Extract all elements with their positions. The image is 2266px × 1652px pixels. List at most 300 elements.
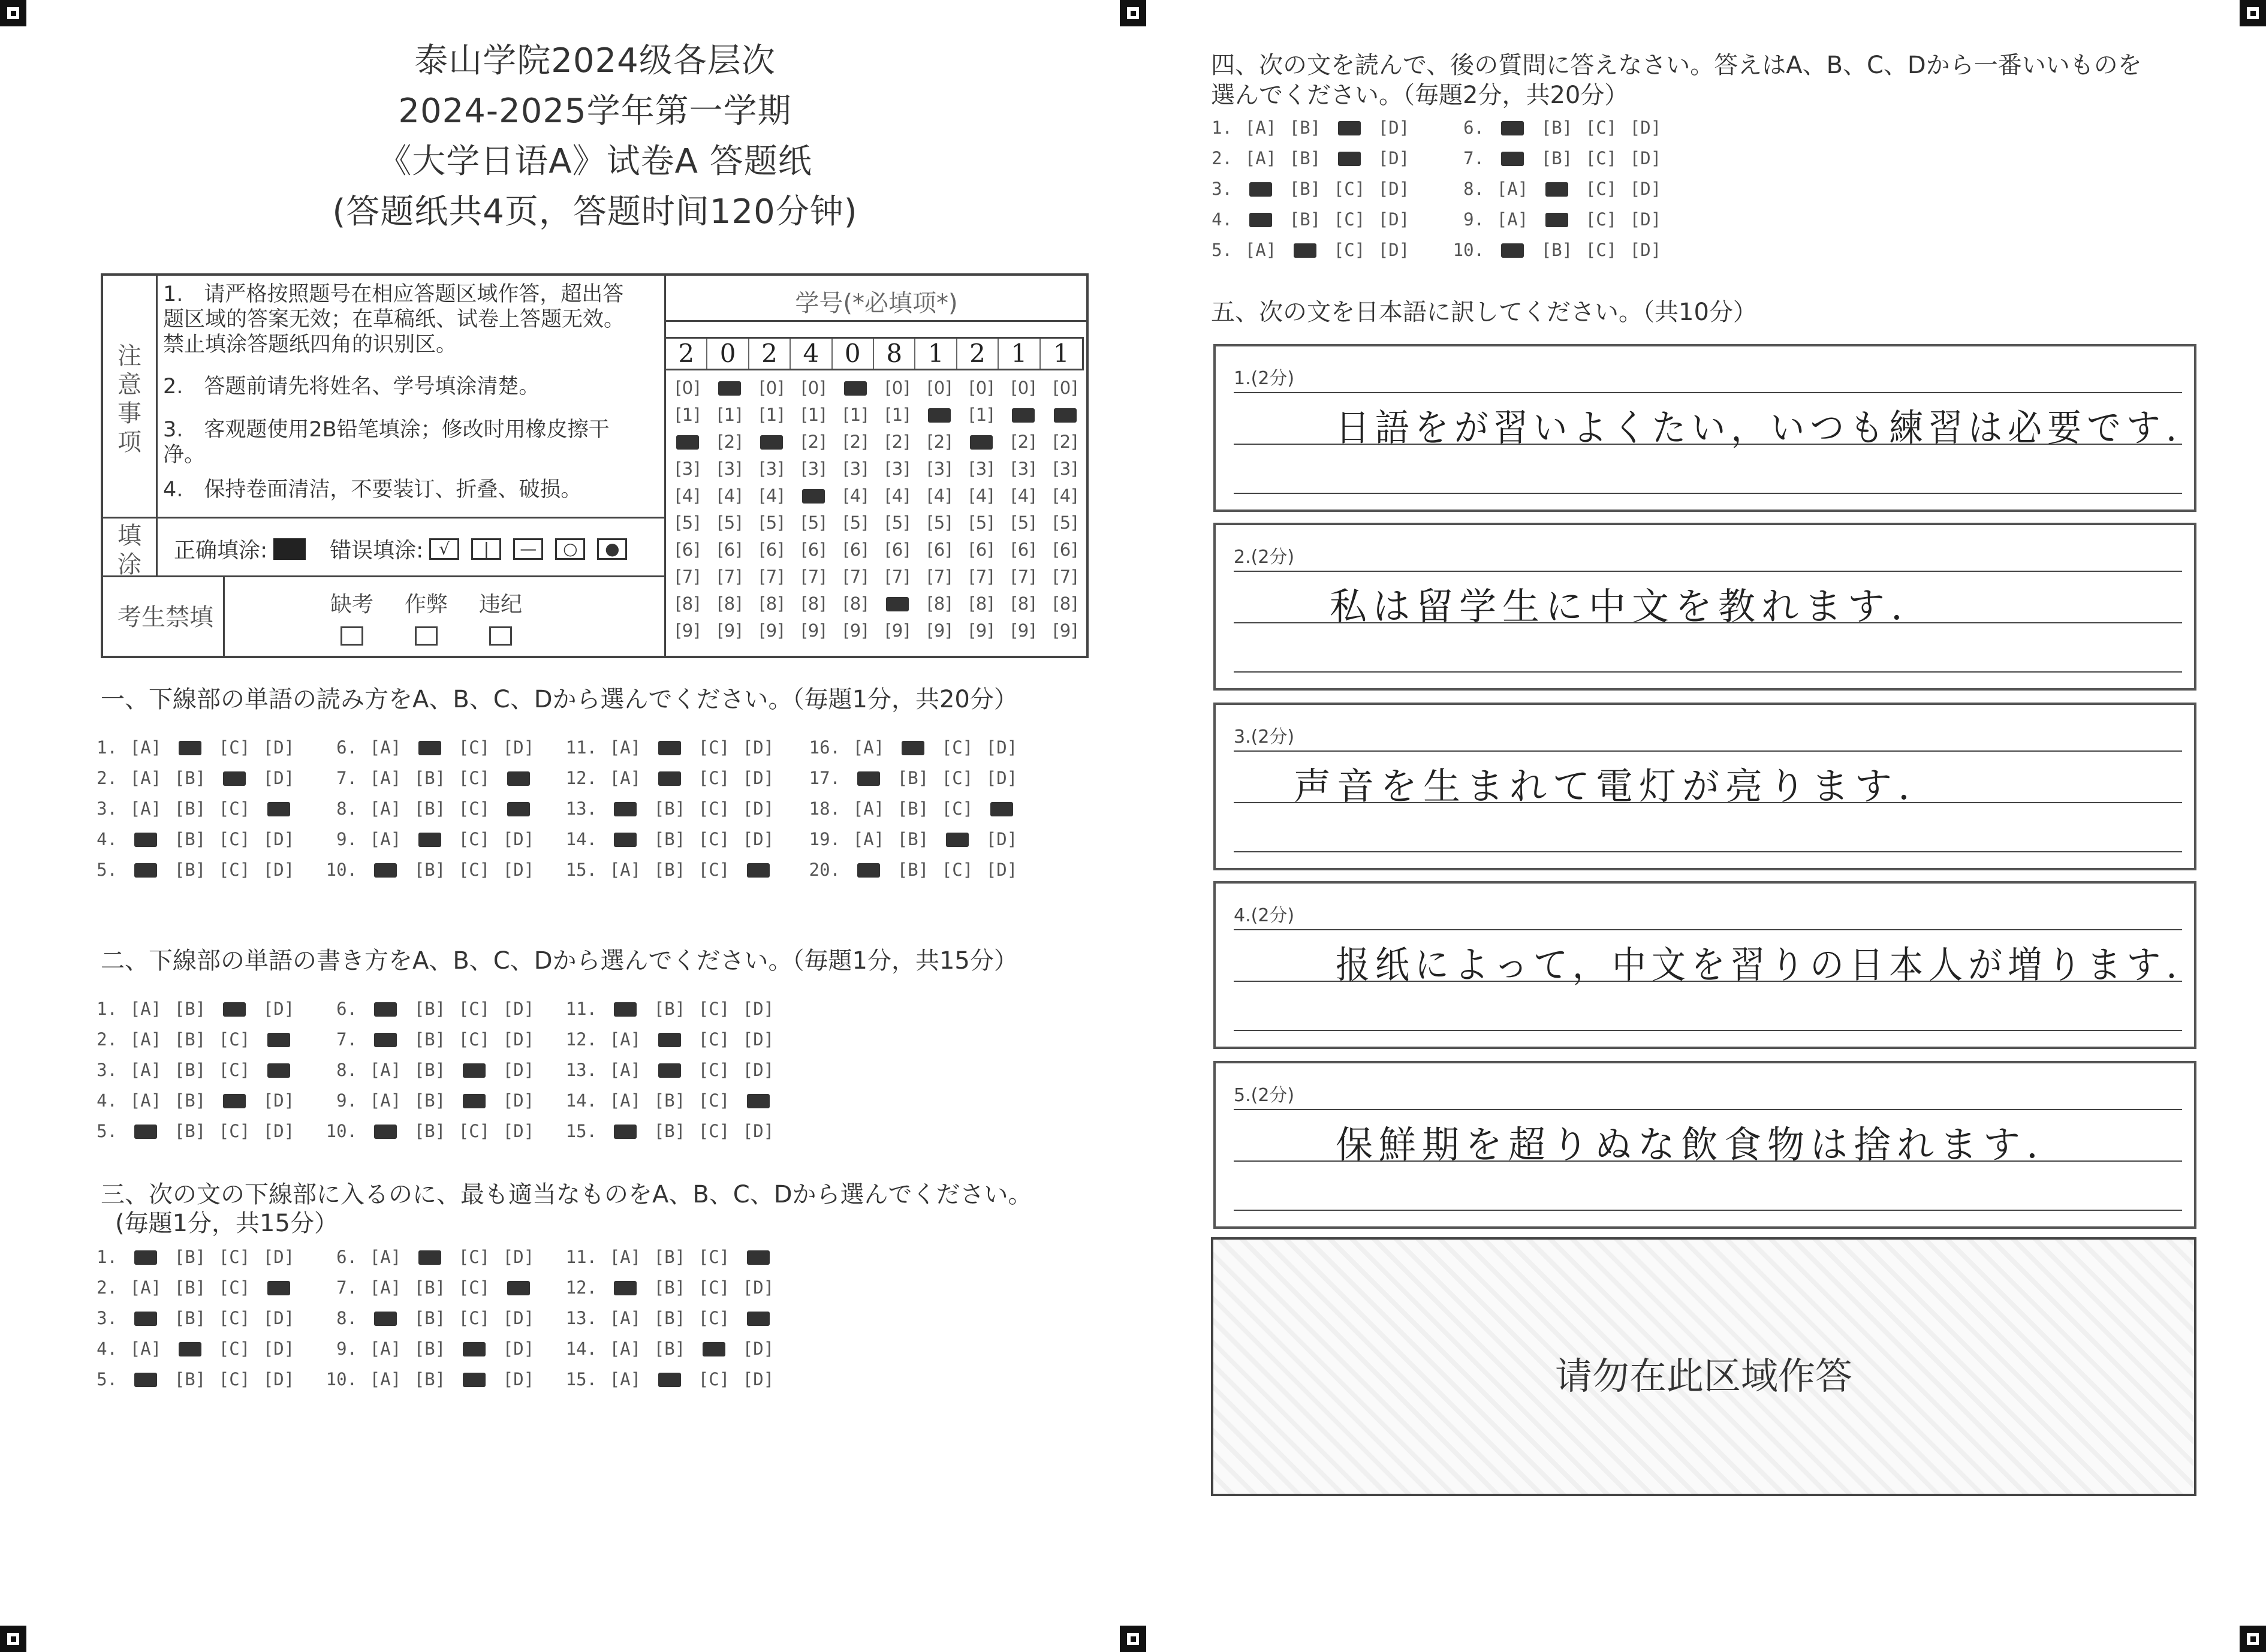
- sid-bubble[interactable]: [7]: [801, 566, 826, 587]
- option-bubble-b[interactable]: [B]: [653, 999, 686, 1019]
- sid-bubble[interactable]: [5]: [717, 513, 742, 533]
- sid-bubble[interactable]: [9]: [1011, 620, 1036, 641]
- option-bubble-c[interactable]: [C]: [218, 1308, 251, 1328]
- option-bubble-b[interactable]: [B]: [174, 1121, 206, 1141]
- sid-bubble[interactable]: [8]: [717, 593, 742, 614]
- sid-bubble[interactable]: [3]: [927, 459, 952, 479]
- option-bubble-c[interactable]: [C]: [218, 737, 251, 758]
- sid-bubble[interactable]: [8]: [1053, 593, 1078, 614]
- sid-bubble[interactable]: [2]: [1011, 432, 1036, 452]
- option-bubble-c[interactable]: [C]: [941, 860, 974, 880]
- translation-box-2[interactable]: [1213, 523, 2196, 691]
- option-bubble-d[interactable]: [D]: [502, 1060, 535, 1080]
- option-bubble-c[interactable]: [C]: [698, 798, 730, 819]
- option-bubble-c[interactable]: [C]: [218, 1060, 251, 1080]
- sid-bubble[interactable]: [6]: [843, 539, 868, 560]
- prohibit-discipline-checkbox[interactable]: [489, 626, 512, 646]
- option-bubble-c[interactable]: [C]: [698, 768, 730, 788]
- sid-bubble[interactable]: [5]: [969, 513, 994, 533]
- option-bubble-a[interactable]: [A]: [609, 1339, 641, 1359]
- sid-bubble[interactable]: [7]: [927, 566, 952, 587]
- option-bubble-b[interactable]: [B]: [414, 1060, 446, 1080]
- option-bubble-d[interactable]: [D]: [1629, 117, 1662, 138]
- option-bubble-d[interactable]: [D]: [263, 829, 295, 849]
- option-bubble-d[interactable]: [D]: [1378, 209, 1410, 230]
- option-bubble-b[interactable]: [B]: [414, 1277, 446, 1298]
- option-bubble-d[interactable]: [D]: [742, 798, 775, 819]
- option-bubble-b[interactable]: [B]: [174, 1090, 206, 1111]
- option-bubble-c[interactable]: [C]: [698, 1121, 730, 1141]
- sid-bubble[interactable]: [3]: [1011, 459, 1036, 479]
- sid-bubble[interactable]: [4]: [969, 486, 994, 506]
- option-bubble-a[interactable]: [363, 1024, 408, 1055]
- option-bubble-b[interactable]: [B]: [653, 1090, 686, 1111]
- option-bubble-b[interactable]: [B]: [174, 1308, 206, 1328]
- sid-bubble[interactable]: [3]: [885, 459, 910, 479]
- option-bubble-d[interactable]: [D]: [263, 1369, 295, 1389]
- option-bubble-d[interactable]: [D]: [1629, 240, 1662, 260]
- option-bubble-b[interactable]: [891, 732, 935, 763]
- sid-bubble[interactable]: [7]: [1053, 566, 1078, 587]
- sid-bubble[interactable]: [2]: [717, 432, 742, 452]
- sid-bubble[interactable]: [4]: [843, 486, 868, 506]
- sid-bubble[interactable]: [9]: [801, 620, 826, 641]
- sid-digit[interactable]: 0: [833, 339, 874, 369]
- sid-bubble[interactable]: [3]: [969, 459, 994, 479]
- option-bubble-c[interactable]: [C]: [698, 1060, 730, 1080]
- sid-bubble[interactable]: [6]: [675, 539, 700, 560]
- sid-bubble[interactable]: [0]: [675, 378, 700, 398]
- option-bubble-b[interactable]: [408, 732, 452, 763]
- option-bubble-c[interactable]: [C]: [941, 737, 974, 758]
- option-bubble-c[interactable]: [452, 1055, 496, 1086]
- option-bubble-a[interactable]: [A]: [129, 1060, 162, 1080]
- option-bubble-a[interactable]: [A]: [129, 1339, 162, 1359]
- sid-bubble[interactable]: [6]: [927, 539, 952, 560]
- option-bubble-b[interactable]: [B]: [414, 1090, 446, 1111]
- sid-bubble[interactable]: [3]: [717, 459, 742, 479]
- option-bubble-c[interactable]: [C]: [1585, 179, 1617, 199]
- option-bubble-a[interactable]: [A]: [369, 829, 402, 849]
- option-bubble-a[interactable]: [A]: [852, 737, 885, 758]
- option-bubble-b[interactable]: [B]: [414, 1339, 446, 1359]
- sid-bubble[interactable]: [9]: [927, 620, 952, 641]
- option-bubble-d[interactable]: [D]: [263, 999, 295, 1019]
- sid-bubble[interactable]: [5]: [801, 513, 826, 533]
- sid-bubble[interactable]: [0]: [1011, 378, 1036, 398]
- sid-bubble[interactable]: [876, 595, 918, 613]
- sid-bubble[interactable]: [6]: [717, 539, 742, 560]
- option-bubble-a[interactable]: [123, 1364, 168, 1395]
- option-bubble-a[interactable]: [A]: [609, 737, 641, 758]
- option-bubble-c[interactable]: [C]: [698, 999, 730, 1019]
- option-bubble-c[interactable]: [C]: [458, 1277, 490, 1298]
- option-bubble-b[interactable]: [B]: [1541, 117, 1573, 138]
- option-bubble-d[interactable]: [D]: [742, 999, 775, 1019]
- option-bubble-c[interactable]: [C]: [1333, 240, 1366, 260]
- option-bubble-c[interactable]: [C]: [218, 860, 251, 880]
- option-bubble-b[interactable]: [B]: [174, 860, 206, 880]
- sid-bubble[interactable]: [1]: [759, 405, 784, 425]
- sid-bubble[interactable]: [1]: [969, 405, 994, 425]
- option-bubble-c[interactable]: [C]: [698, 1308, 730, 1328]
- option-bubble-a[interactable]: [A]: [609, 1029, 641, 1050]
- option-bubble-c[interactable]: [212, 1086, 257, 1116]
- option-bubble-d[interactable]: [257, 1055, 301, 1086]
- sid-bubble[interactable]: [0]: [885, 378, 910, 398]
- sid-bubble[interactable]: [1]: [717, 405, 742, 425]
- option-bubble-a[interactable]: [A]: [369, 1277, 402, 1298]
- sid-bubble[interactable]: [7]: [885, 566, 910, 587]
- option-bubble-b[interactable]: [1283, 235, 1327, 266]
- option-bubble-d[interactable]: [D]: [502, 829, 535, 849]
- option-bubble-a[interactable]: [603, 794, 647, 824]
- option-bubble-a[interactable]: [A]: [609, 1247, 641, 1267]
- sid-bubble[interactable]: [5]: [759, 513, 784, 533]
- option-bubble-d[interactable]: [D]: [263, 737, 295, 758]
- option-bubble-a[interactable]: [123, 1242, 168, 1273]
- option-bubble-d[interactable]: [D]: [986, 737, 1018, 758]
- option-bubble-d[interactable]: [D]: [263, 768, 295, 788]
- sid-bubble[interactable]: [2]: [801, 432, 826, 452]
- option-bubble-b[interactable]: [B]: [897, 768, 929, 788]
- option-bubble-c[interactable]: [C]: [458, 860, 490, 880]
- option-bubble-d[interactable]: [980, 794, 1024, 824]
- option-bubble-d[interactable]: [D]: [263, 1247, 295, 1267]
- option-bubble-d[interactable]: [D]: [1378, 240, 1410, 260]
- option-bubble-d[interactable]: [D]: [263, 1308, 295, 1328]
- option-bubble-c[interactable]: [C]: [698, 1369, 730, 1389]
- option-bubble-d[interactable]: [D]: [502, 1308, 535, 1328]
- sid-bubble[interactable]: [2]: [927, 432, 952, 452]
- option-bubble-c[interactable]: [C]: [218, 1369, 251, 1389]
- option-bubble-b[interactable]: [B]: [414, 798, 446, 819]
- option-bubble-a[interactable]: [603, 1116, 647, 1147]
- sid-bubble[interactable]: [7]: [675, 566, 700, 587]
- option-bubble-d[interactable]: [D]: [1629, 209, 1662, 230]
- option-bubble-a[interactable]: [A]: [129, 1090, 162, 1111]
- option-bubble-a[interactable]: [A]: [369, 1060, 402, 1080]
- option-bubble-d[interactable]: [D]: [742, 829, 775, 849]
- sid-bubble[interactable]: [709, 379, 751, 397]
- option-bubble-a[interactable]: [A]: [609, 860, 641, 880]
- sid-digit[interactable]: 4: [791, 339, 832, 369]
- sid-bubble[interactable]: [0]: [759, 378, 784, 398]
- sid-bubble[interactable]: [6]: [1011, 539, 1036, 560]
- option-bubble-a[interactable]: [363, 994, 408, 1024]
- sid-bubble[interactable]: [2]: [885, 432, 910, 452]
- option-bubble-b[interactable]: [B]: [174, 829, 206, 849]
- sid-bubble[interactable]: [4]: [675, 486, 700, 506]
- option-bubble-a[interactable]: [A]: [129, 1277, 162, 1298]
- sid-bubble[interactable]: [1]: [843, 405, 868, 425]
- option-bubble-c[interactable]: [C]: [458, 1121, 490, 1141]
- sid-bubble[interactable]: [9]: [885, 620, 910, 641]
- sid-bubble[interactable]: [5]: [1011, 513, 1036, 533]
- option-bubble-d[interactable]: [D]: [742, 737, 775, 758]
- option-bubble-d[interactable]: [D]: [263, 1090, 295, 1111]
- option-bubble-c[interactable]: [C]: [1333, 209, 1366, 230]
- sid-bubble[interactable]: [3]: [675, 459, 700, 479]
- option-bubble-a[interactable]: [A]: [609, 768, 641, 788]
- sid-bubble[interactable]: [2]: [843, 432, 868, 452]
- sid-bubble[interactable]: [5]: [675, 513, 700, 533]
- sid-digit[interactable]: 1: [915, 339, 957, 369]
- option-bubble-b[interactable]: [B]: [1289, 179, 1321, 199]
- option-bubble-c[interactable]: [C]: [218, 1339, 251, 1359]
- option-bubble-d[interactable]: [D]: [986, 768, 1018, 788]
- sid-bubble[interactable]: [3]: [843, 459, 868, 479]
- option-bubble-c[interactable]: [C]: [458, 1247, 490, 1267]
- option-bubble-b[interactable]: [408, 1242, 452, 1273]
- sid-bubble[interactable]: [1]: [801, 405, 826, 425]
- sid-bubble[interactable]: [7]: [759, 566, 784, 587]
- option-bubble-d[interactable]: [D]: [742, 1277, 775, 1298]
- sid-bubble[interactable]: [0]: [1053, 378, 1078, 398]
- sid-bubble[interactable]: [667, 433, 709, 451]
- option-bubble-b[interactable]: [1535, 174, 1579, 204]
- option-bubble-a[interactable]: [A]: [1496, 179, 1529, 199]
- option-bubble-c[interactable]: [1327, 113, 1372, 143]
- sid-digit[interactable]: 1: [999, 339, 1040, 369]
- option-bubble-a[interactable]: [123, 1303, 168, 1334]
- option-bubble-a[interactable]: [A]: [609, 1308, 641, 1328]
- sid-bubble[interactable]: [7]: [969, 566, 994, 587]
- sid-bubble[interactable]: [8]: [1011, 593, 1036, 614]
- option-bubble-b[interactable]: [B]: [414, 999, 446, 1019]
- option-bubble-d[interactable]: [D]: [263, 1121, 295, 1141]
- option-bubble-b[interactable]: [B]: [1541, 148, 1573, 168]
- sid-bubble[interactable]: [8]: [969, 593, 994, 614]
- option-bubble-c[interactable]: [C]: [458, 737, 490, 758]
- sid-digit[interactable]: 2: [666, 339, 707, 369]
- option-bubble-a[interactable]: [A]: [369, 768, 402, 788]
- option-bubble-d[interactable]: [D]: [742, 1369, 775, 1389]
- option-bubble-b[interactable]: [B]: [414, 1121, 446, 1141]
- option-bubble-c[interactable]: [C]: [218, 1029, 251, 1050]
- sid-digit[interactable]: 2: [749, 339, 791, 369]
- option-bubble-b[interactable]: [B]: [1289, 209, 1321, 230]
- option-bubble-a[interactable]: [123, 855, 168, 885]
- option-bubble-d[interactable]: [D]: [263, 860, 295, 880]
- option-bubble-d[interactable]: [D]: [742, 1121, 775, 1141]
- sid-bubble[interactable]: [8]: [843, 593, 868, 614]
- option-bubble-d[interactable]: [736, 1086, 781, 1116]
- option-bubble-d[interactable]: [D]: [502, 860, 535, 880]
- option-bubble-a[interactable]: [A]: [852, 829, 885, 849]
- sid-bubble[interactable]: [0]: [969, 378, 994, 398]
- option-bubble-c[interactable]: [C]: [458, 1308, 490, 1328]
- option-bubble-b[interactable]: [B]: [414, 860, 446, 880]
- option-bubble-b[interactable]: [B]: [174, 798, 206, 819]
- option-bubble-c[interactable]: [C]: [941, 798, 974, 819]
- option-bubble-a[interactable]: [1490, 143, 1535, 174]
- sid-bubble[interactable]: [918, 406, 960, 424]
- option-bubble-d[interactable]: [496, 1273, 541, 1303]
- option-bubble-d[interactable]: [D]: [502, 1090, 535, 1111]
- option-bubble-b[interactable]: [B]: [653, 1277, 686, 1298]
- sid-bubble[interactable]: [6]: [885, 539, 910, 560]
- sid-bubble[interactable]: [5]: [1053, 513, 1078, 533]
- sid-bubble[interactable]: [3]: [759, 459, 784, 479]
- option-bubble-b[interactable]: [B]: [414, 1369, 446, 1389]
- option-bubble-a[interactable]: [A]: [129, 1029, 162, 1050]
- option-bubble-a[interactable]: [A]: [129, 999, 162, 1019]
- option-bubble-c[interactable]: [C]: [698, 860, 730, 880]
- option-bubble-b[interactable]: [168, 1334, 212, 1364]
- sid-bubble[interactable]: [9]: [675, 620, 700, 641]
- option-bubble-b[interactable]: [B]: [1541, 240, 1573, 260]
- sid-bubble[interactable]: [0]: [927, 378, 952, 398]
- option-bubble-d[interactable]: [D]: [1378, 179, 1410, 199]
- option-bubble-b[interactable]: [B]: [653, 1121, 686, 1141]
- option-bubble-b[interactable]: [B]: [174, 1247, 206, 1267]
- sid-bubble[interactable]: [834, 379, 876, 397]
- option-bubble-b[interactable]: [B]: [1289, 148, 1321, 168]
- option-bubble-a[interactable]: [A]: [1245, 240, 1277, 260]
- sid-bubble[interactable]: [6]: [969, 539, 994, 560]
- option-bubble-c[interactable]: [692, 1334, 736, 1364]
- option-bubble-d[interactable]: [D]: [1629, 148, 1662, 168]
- option-bubble-a[interactable]: [A]: [129, 798, 162, 819]
- option-bubble-b[interactable]: [647, 732, 692, 763]
- option-bubble-b[interactable]: [B]: [653, 798, 686, 819]
- option-bubble-a[interactable]: [A]: [609, 1060, 641, 1080]
- option-bubble-c[interactable]: [C]: [1585, 240, 1617, 260]
- option-bubble-b[interactable]: [1535, 204, 1579, 235]
- sid-bubble[interactable]: [3]: [1053, 459, 1078, 479]
- sid-bubble[interactable]: [1]: [885, 405, 910, 425]
- sid-digit[interactable]: 1: [1053, 339, 1069, 368]
- option-bubble-a[interactable]: [A]: [609, 1090, 641, 1111]
- sid-bubble[interactable]: [7]: [843, 566, 868, 587]
- sid-bubble[interactable]: [4]: [759, 486, 784, 506]
- option-bubble-d[interactable]: [D]: [742, 1060, 775, 1080]
- sid-bubble[interactable]: [3]: [801, 459, 826, 479]
- option-bubble-c[interactable]: [C]: [458, 999, 490, 1019]
- option-bubble-c[interactable]: [C]: [1585, 209, 1617, 230]
- option-bubble-a[interactable]: [A]: [369, 1247, 402, 1267]
- option-bubble-a[interactable]: [A]: [129, 737, 162, 758]
- option-bubble-a[interactable]: [1239, 174, 1283, 204]
- option-bubble-b[interactable]: [647, 1024, 692, 1055]
- option-bubble-b[interactable]: [B]: [897, 798, 929, 819]
- option-bubble-d[interactable]: [257, 1024, 301, 1055]
- option-bubble-d[interactable]: [D]: [502, 1339, 535, 1359]
- option-bubble-c[interactable]: [212, 763, 257, 794]
- option-bubble-b[interactable]: [B]: [174, 768, 206, 788]
- option-bubble-b[interactable]: [B]: [1289, 117, 1321, 138]
- option-bubble-c[interactable]: [C]: [698, 1247, 730, 1267]
- option-bubble-a[interactable]: [363, 855, 408, 885]
- option-bubble-c[interactable]: [C]: [458, 768, 490, 788]
- option-bubble-a[interactable]: [A]: [369, 1339, 402, 1359]
- option-bubble-d[interactable]: [D]: [742, 768, 775, 788]
- option-bubble-d[interactable]: [736, 1303, 781, 1334]
- option-bubble-c[interactable]: [C]: [458, 798, 490, 819]
- option-bubble-c[interactable]: [C]: [698, 1090, 730, 1111]
- sid-bubble[interactable]: [9]: [717, 620, 742, 641]
- sid-bubble[interactable]: [6]: [1053, 539, 1078, 560]
- option-bubble-d[interactable]: [D]: [502, 1121, 535, 1141]
- option-bubble-b[interactable]: [647, 1055, 692, 1086]
- sid-bubble[interactable]: [5]: [885, 513, 910, 533]
- option-bubble-d[interactable]: [D]: [1378, 117, 1410, 138]
- option-bubble-d[interactable]: [D]: [502, 1029, 535, 1050]
- translation-box-4[interactable]: [1213, 881, 2196, 1049]
- sid-bubble[interactable]: [1044, 406, 1086, 424]
- option-bubble-d[interactable]: [496, 794, 541, 824]
- sid-bubble[interactable]: [6]: [759, 539, 784, 560]
- option-bubble-c[interactable]: [452, 1086, 496, 1116]
- option-bubble-c[interactable]: [C]: [698, 737, 730, 758]
- option-bubble-a[interactable]: [A]: [1245, 117, 1277, 138]
- option-bubble-b[interactable]: [B]: [174, 1060, 206, 1080]
- sid-bubble[interactable]: [960, 433, 1002, 451]
- option-bubble-c[interactable]: [212, 994, 257, 1024]
- option-bubble-a[interactable]: [363, 1303, 408, 1334]
- sid-bubble[interactable]: [7]: [1011, 566, 1036, 587]
- option-bubble-a[interactable]: [123, 824, 168, 855]
- option-bubble-d[interactable]: [736, 855, 781, 885]
- option-bubble-a[interactable]: [A]: [852, 798, 885, 819]
- option-bubble-d[interactable]: [D]: [263, 1339, 295, 1359]
- sid-bubble[interactable]: [793, 487, 834, 505]
- option-bubble-a[interactable]: [A]: [129, 768, 162, 788]
- option-bubble-b[interactable]: [B]: [174, 1369, 206, 1389]
- option-bubble-a[interactable]: [603, 824, 647, 855]
- option-bubble-c[interactable]: [C]: [1585, 148, 1617, 168]
- option-bubble-b[interactable]: [647, 1364, 692, 1395]
- option-bubble-b[interactable]: [B]: [653, 829, 686, 849]
- translation-box-3[interactable]: [1213, 703, 2196, 870]
- option-bubble-b[interactable]: [168, 732, 212, 763]
- sid-bubble[interactable]: [1002, 406, 1044, 424]
- sid-bubble[interactable]: [1]: [675, 405, 700, 425]
- sid-bubble[interactable]: [7]: [717, 566, 742, 587]
- sid-bubble[interactable]: [8]: [675, 593, 700, 614]
- option-bubble-c[interactable]: [C]: [218, 1277, 251, 1298]
- sid-bubble[interactable]: [4]: [885, 486, 910, 506]
- prohibit-cheat-checkbox[interactable]: [415, 626, 438, 646]
- option-bubble-b[interactable]: [B]: [653, 1308, 686, 1328]
- option-bubble-c[interactable]: [C]: [698, 1029, 730, 1050]
- option-bubble-c[interactable]: [C]: [218, 798, 251, 819]
- translation-box-1[interactable]: [1213, 344, 2196, 512]
- option-bubble-a[interactable]: [A]: [1496, 209, 1529, 230]
- option-bubble-a[interactable]: [A]: [1245, 148, 1277, 168]
- option-bubble-d[interactable]: [736, 1242, 781, 1273]
- option-bubble-d[interactable]: [D]: [742, 1029, 775, 1050]
- option-bubble-a[interactable]: [1490, 113, 1535, 143]
- option-bubble-a[interactable]: [123, 1116, 168, 1147]
- option-bubble-c[interactable]: [C]: [698, 829, 730, 849]
- translation-box-5[interactable]: [1213, 1061, 2196, 1229]
- option-bubble-d[interactable]: [257, 794, 301, 824]
- option-bubble-a[interactable]: [603, 994, 647, 1024]
- option-bubble-c[interactable]: [452, 1334, 496, 1364]
- option-bubble-d[interactable]: [D]: [502, 999, 535, 1019]
- option-bubble-b[interactable]: [B]: [653, 1339, 686, 1359]
- option-bubble-b[interactable]: [B]: [414, 768, 446, 788]
- option-bubble-d[interactable]: [D]: [1629, 179, 1662, 199]
- option-bubble-c[interactable]: [452, 1364, 496, 1395]
- sid-bubble[interactable]: [9]: [759, 620, 784, 641]
- option-bubble-c[interactable]: [935, 824, 980, 855]
- option-bubble-d[interactable]: [D]: [986, 829, 1018, 849]
- option-bubble-a[interactable]: [1490, 235, 1535, 266]
- option-bubble-c[interactable]: [C]: [458, 829, 490, 849]
